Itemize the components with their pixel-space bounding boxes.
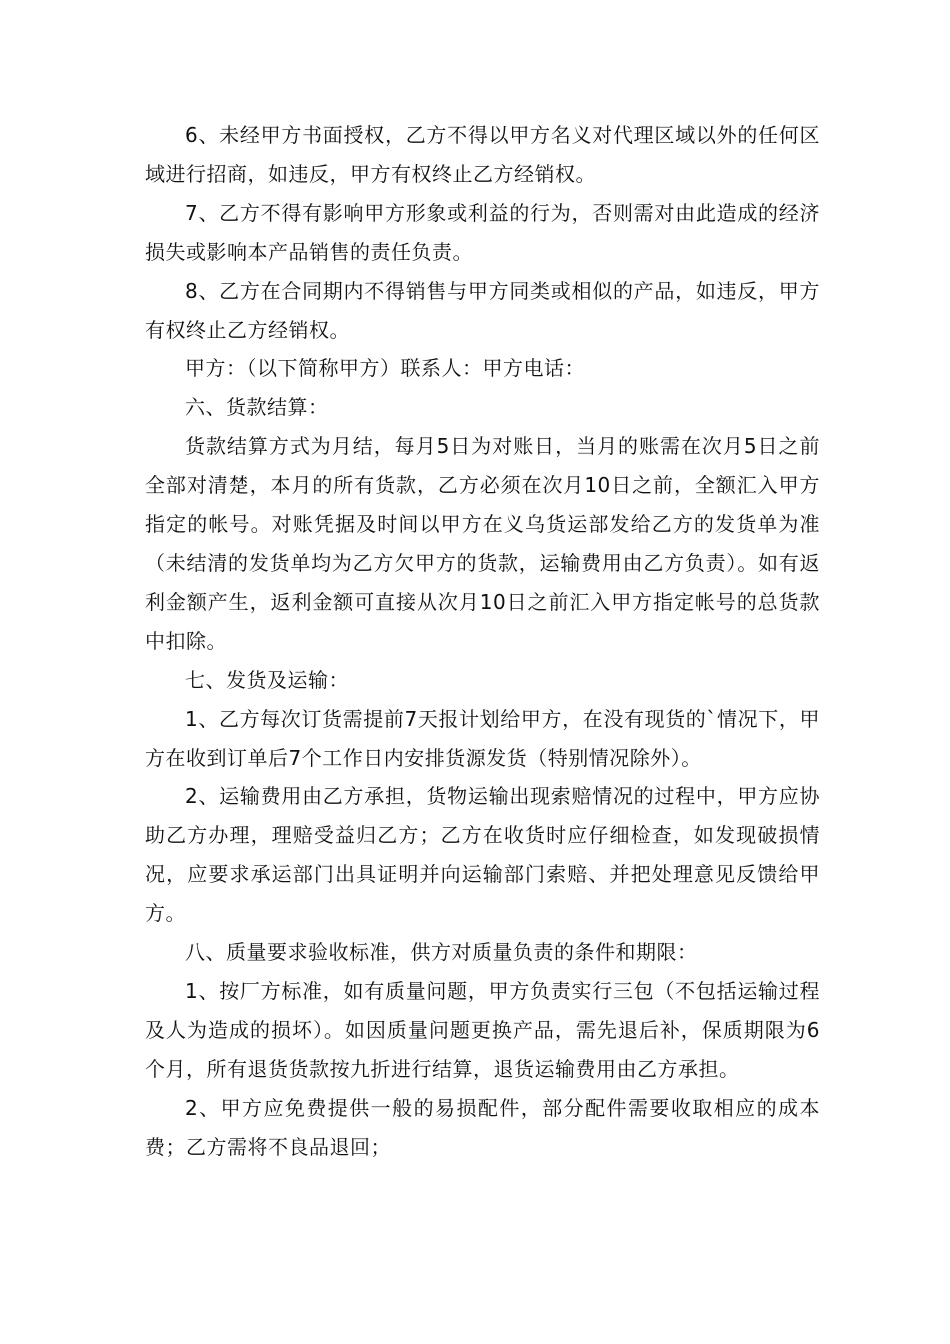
quality-clause-1: 1、按厂方标准，如有质量问题，甲方负责实行三包（不包括运输过程及人为造成的损坏）。如因质量问题更换产品，需先退后补，保质期限为6个月，所有退货货款按九折进行结算，退货运输费用由乙方承担。: [145, 978, 820, 1081]
section-heading-quality: 八、质量要求验收标准，供方对质量负责的条件和期限：: [185, 940, 698, 965]
clause-8-paragraph: 8、乙方在合同期内不得销售与甲方同类或相似的产品，如违反，甲方有权终止乙方经销权。: [145, 278, 820, 342]
clause-6-paragraph: 6、未经甲方书面授权，乙方不得以甲方名义对代理区域以外的任何区域进行招商，如违反，甲方有权终止乙方经销权。: [145, 123, 820, 186]
payment-terms-paragraph: 货款结算方式为月结，每月5日为对账日，当月的账需在次月5日之前全部对清楚，本月的所有货款，乙方必须在次月10日之前，全额汇入甲方指定的帐号。对账凭据及时间以甲方在义乌货运部发给乙方的发货单为准（未结清的发货单均为乙方欠甲方的货款，运输费用由乙方负责）。如有返利金额产生，返利金额可直接从次月10日之前汇入甲方指定帐号的总货款中扣除。: [145, 434, 820, 653]
document-page: [145, 116, 820, 1166]
section-heading-payment: 六、货款结算：: [185, 395, 329, 420]
clause-7-paragraph: 7、乙方不得有影响甲方形象或利益的行为，否则需对由此造成的经济损失或影响本产品销售的责任负责。: [145, 200, 820, 264]
shipping-clause-1: 1、乙方每次订货需提前7天报计划给甲方，在没有现货的`情况下，甲方在收到订单后7个工作日内安排货源发货（特别情况除外）。: [145, 706, 820, 770]
shipping-clause-2: 2、运输费用由乙方承担，货物运输出现索赔情况的过程中，甲方应协助乙方办理，理赔受益归乙方；乙方在收货时应仔细检查，如发现破损情况，应要求承运部门出具证明并向运输部门索赔、并把处理意见反馈给甲方。: [145, 784, 820, 926]
party-a-info-line: 甲方：（以下简称甲方）联系人：甲方电话：: [185, 356, 585, 381]
section-heading-shipping: 七、发货及运输：: [185, 667, 349, 692]
quality-clause-2: 2、甲方应免费提供一般的易损配件，部分配件需要收取相应的成本费；乙方需将不良品退回；: [145, 1095, 820, 1159]
